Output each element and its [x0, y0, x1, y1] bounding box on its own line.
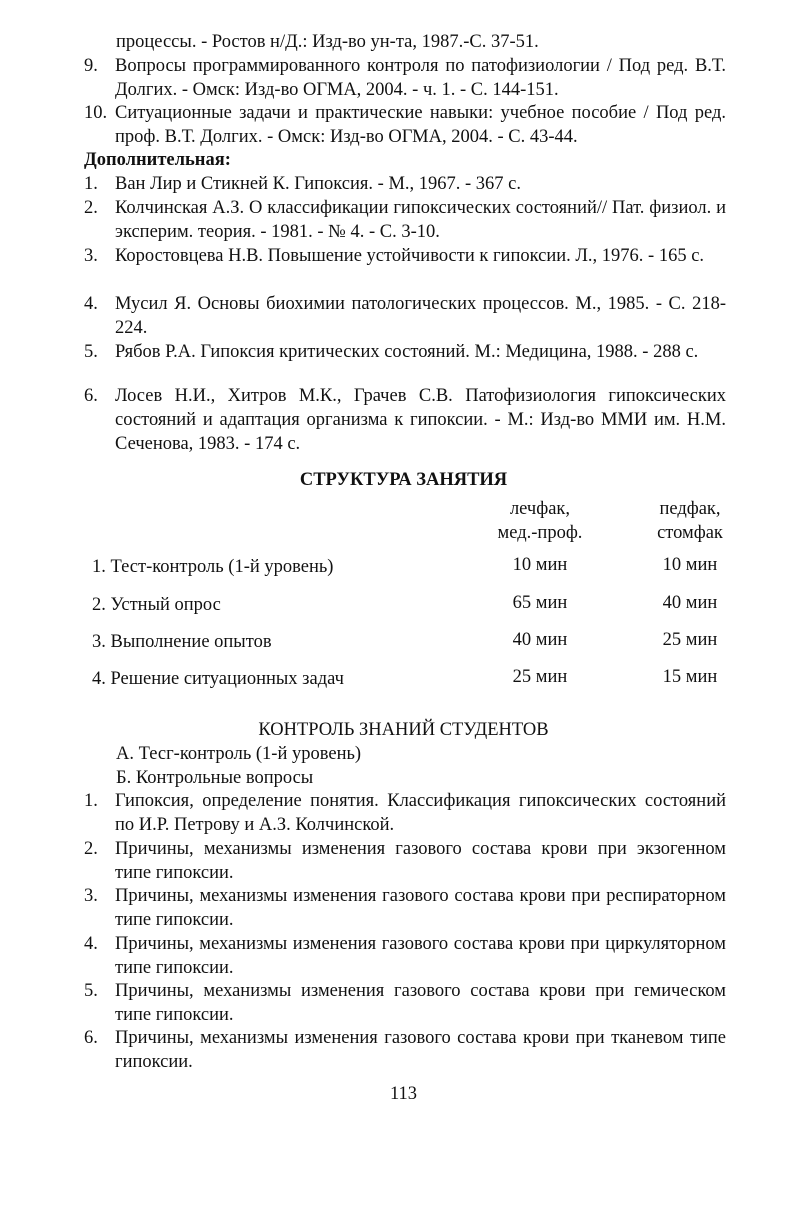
question-number: 1.: [84, 791, 98, 811]
reference-number: 10.: [84, 103, 108, 123]
reference-number: 9.: [84, 56, 98, 76]
control-subheading: А. Тесг-контроль (1-й уровень): [116, 744, 362, 764]
reference-text: Коростовцева Н.В. Повышение устойчивости к гипоксии. Л., 1976. - 165 с.: [115, 246, 705, 266]
structure-row-value: 10 мин: [512, 555, 568, 575]
question-number: 3.: [84, 886, 98, 906]
structure-row-value: 65 мин: [512, 593, 568, 613]
structure-row-label: 1. Тест-контроль (1-й уровень): [92, 557, 334, 577]
reference-continuation: процессы. - Ростов н/Д.: Изд-во ун-та, 1987.-С. 37-51.: [116, 32, 539, 52]
column-header: лечфак,: [509, 499, 571, 519]
reference-text: Колчинская А.З. О классификации гипоксических состояний// Пат. физиол. и эксперим. теория. - 1981. - № 4. - С. 3-10.: [115, 198, 726, 242]
reference-number: 4.: [84, 294, 98, 314]
reference-item: [84, 54, 726, 102]
reference-text: Ситуационные задачи и практические навыки: учебное пособие / Под ред. проф. В.Т. Долгих. - Омск: Изд-во ОГМА, 2004. - С. 43-44.: [115, 103, 726, 147]
question-text: Причины, механизмы изменения газового состава крови при респираторном типе гипоксии.: [115, 886, 726, 930]
additional-heading: Дополнительная:: [84, 150, 231, 170]
reference-number: 2.: [84, 198, 98, 218]
column-header: стомфак: [657, 523, 723, 543]
reference-text: Мусил Я. Основы биохимии патологических процессов. М., 1985. - С. 218-224.: [115, 294, 726, 338]
reference-number: 5.: [84, 342, 98, 362]
reference-number: 6.: [84, 386, 98, 406]
question-text: Причины, механизмы изменения газового состава крови при гемическом типе гипоксии.: [115, 981, 726, 1025]
reference-number: 3.: [84, 246, 98, 266]
reference-text: Ван Лир и Стикней К. Гипоксия. - М., 1967. - 367 с.: [115, 174, 522, 194]
structure-row-label: 2. Устный опрос: [92, 595, 221, 615]
question-number: 5.: [84, 981, 98, 1001]
structure-title: СТРУКТУРА ЗАНЯТИЯ: [299, 470, 508, 490]
reference-text: Вопросы программированного контроля по патофизиологии / Под ред. В.Т. Долгих. - Омск: Изд-во ОГМА, 2004. - ч. 1. - С. 144-151.: [115, 56, 726, 100]
column-header: мед.-проф.: [497, 523, 583, 543]
structure-row-value: 40 мин: [512, 630, 568, 650]
question-text: Причины, механизмы изменения газового состава крови при экзогенном типе гипоксии.: [115, 839, 726, 883]
column-header: педфак,: [659, 499, 721, 519]
structure-row-value: 10 мин: [662, 555, 718, 575]
structure-row-label: 4. Решение ситуационных задач: [92, 669, 344, 689]
control-title: КОНТРОЛЬ ЗНАНИЙ СТУДЕНТОВ: [258, 720, 549, 740]
structure-row-label: 3. Выполнение опытов: [92, 632, 272, 652]
structure-row-value: 40 мин: [662, 593, 718, 613]
question-text: Причины, механизмы изменения газового состава крови при циркуляторном типе гипоксии.: [115, 934, 726, 978]
structure-row-value: 15 мин: [662, 667, 718, 687]
structure-row-value: 25 мин: [662, 630, 718, 650]
page-number: 113: [389, 1084, 418, 1104]
question-number: 2.: [84, 839, 98, 859]
question-text: Гипоксия, определение понятия. Классификация гипоксических состояний по И.Р. Петрову и А.З. Колчинской.: [115, 791, 726, 835]
control-subheading: Б. Контрольные вопросы: [116, 768, 314, 788]
reference-text: Лосев Н.И., Хитров М.К., Грачев С.В. Патофизиология гипоксических состояний и адаптация организма к гипоксии. - М.: Изд-во ММИ им. Н.М. Сеченова, 1983. - 174 с.: [115, 386, 726, 454]
question-text: Причины, механизмы изменения газового состава крови при тканевом типе гипоксии.: [115, 1028, 726, 1072]
reference-number: 1.: [84, 174, 98, 194]
structure-row-value: 25 мин: [512, 667, 568, 687]
reference-item: [84, 101, 726, 149]
question-number: 4.: [84, 934, 98, 954]
question-number: 6.: [84, 1028, 98, 1048]
reference-text: Рябов Р.А. Гипоксия критических состояний. М.: Медицина, 1988. - 288 с.: [115, 342, 699, 362]
